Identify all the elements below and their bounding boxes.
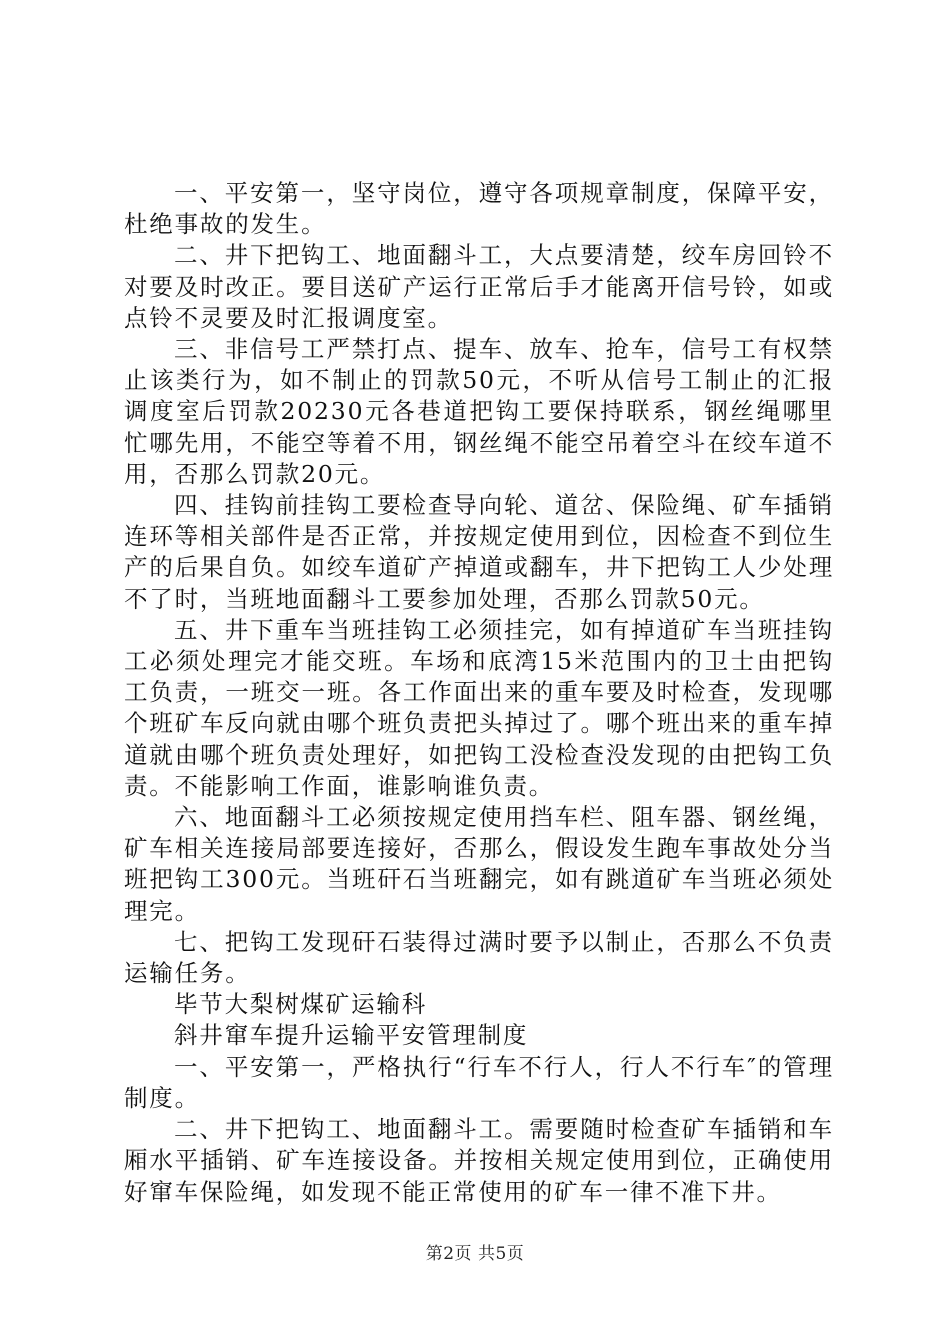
paragraph-rule-3: 三、非信号工严禁打点、提车、放车、抢车，信号工有权禁止该类行为，如不制止的罚款50元，不听从信号工制止的汇报调度室后罚款20230元各巷道把钩工要保持联系，钢丝绳哪里忙哪先用，不能空等着不用，钢丝绳不能空吊着空斗在绞车道不用，否那么罚款20元。 xyxy=(124,335,834,488)
paragraph-rule-b2: 二、井下把钩工、地面翻斗工。需要随时检查矿车插销和车厢水平插销、矿车连接设备。并按相关规定使用到位，正确使用好窜车保险绳，如发现不能正常使用的矿车一律不准下井。 xyxy=(124,1115,834,1206)
paragraph-rule-5: 五、井下重车当班挂钩工必须挂完，如有掉道矿车当班挂钩工必须处理完才能交班。车场和底湾15米范围内的卫士由把钩工负责，一班交一班。各工作面出来的重车要及时检查，发现哪个班矿车反向就由哪个班负责把头掉过了。哪个班出来的重车掉道就由哪个班负责处理好，如把钩工没检查没发现的由把钩工负责。不能影响工作面，谁影响谁负责。 xyxy=(124,615,834,800)
department-signature: 毕节大梨树煤矿运输科 xyxy=(174,990,427,1019)
paragraph-rule-7: 七、把钩工发现矸石装得过满时要予以制止，否那么不负责运输任务。 xyxy=(124,927,834,988)
section-title: 斜井窜车提升运输平安管理制度 xyxy=(174,1021,529,1050)
document-body xyxy=(124,178,834,1208)
paragraph-rule-2: 二、井下把钩工、地面翻斗工，大点要清楚，绞车房回铃不对要及时改正。要目送矿产运行正常后手才能离开信号铃，如或点铃不灵要及时汇报调度室。 xyxy=(124,241,834,332)
paragraph-rule-b1: 一、平安第一，严格执行“行车不行人，行人不行车″的管理制度。 xyxy=(124,1052,834,1112)
paragraph-rule-1: 一、平安第一，坚守岗位，遵守各项规章制度，保障平安，杜绝事故的发生。 xyxy=(124,179,834,239)
paragraph-rule-4: 四、挂钩前挂钩工要检查导向轮、道岔、保险绳、矿车插销连环等相关部件是否正常，并按规定使用到位，因检查不到位生产的后果自负。如绞车道矿产掉道或翻车，井下把钩工人少处理不了时，当班地面翻斗工要参加处理，否那么罚款50元。 xyxy=(124,491,834,613)
page-number-footer: 第2页 共5页 xyxy=(425,1244,525,1264)
paragraph-rule-6: 六、地面翻斗工必须按规定使用挡车栏、阻车器、钢丝绳，矿车相关连接局部要连接好，否那么，假设发生跑车事故处分当班把钩工300元。当班矸石当班翻完，如有跳道矿车当班必须处理完。 xyxy=(124,803,834,925)
